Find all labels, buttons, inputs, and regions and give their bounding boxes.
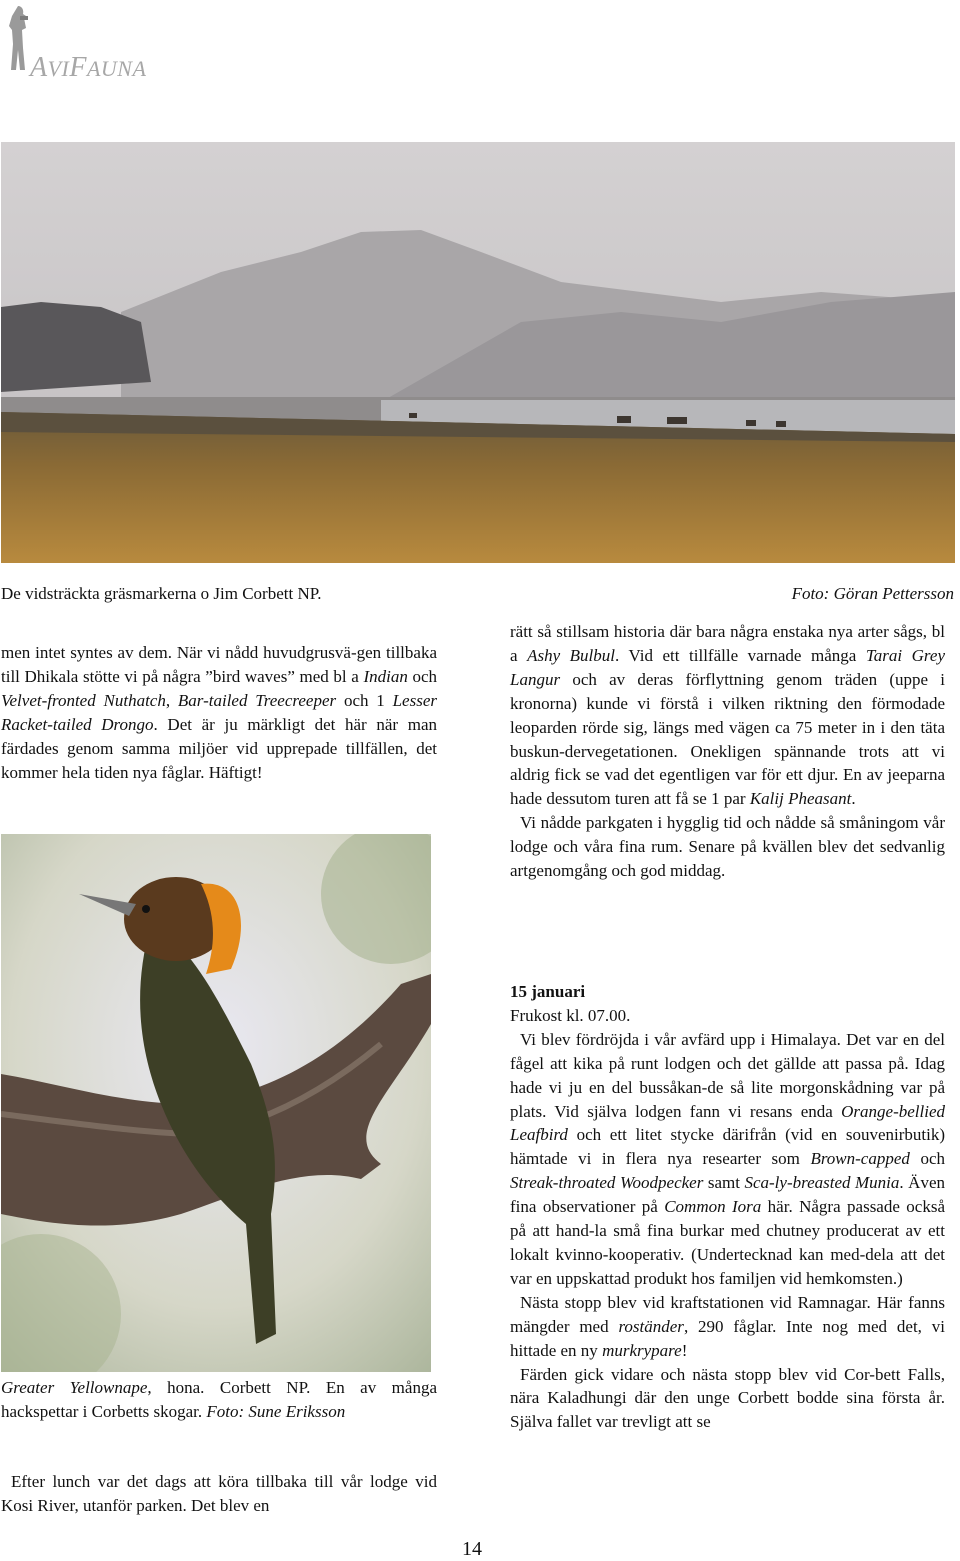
paragraph: Färden gick vidare och nästa stopp blev vid Cor-bett Falls, nära Kaladhungi där den unge Corbett bodde sina första år. Själva fallet var trevligt att se [510,1364,945,1432]
paragraph: Vi blev fördröjda i vår avfärd upp i Himalaya. Det var en del fågel att kika på runt lodgen och det gällde att passa på. Idag hade vi ju en del bussåkan-de så lite morgonskådning var på plats. Vid själva lodgen fann vi resans enda Orange-bellied Leafbird och ett litet stycke därifrån (vid en souvenirbutik) hämtade vi in flera nya researter som Brown-capped och Streak-throated Woodpecker samt Sca-ly-breasted Munia. Även fina observationer på Common Iora här. Några passade också på att hand-la små fina burkar med chutney producerat av ett lokalt kvinno-kooperativ. (Undertecknad kan med-dela att det var en uppskattad produkt hos familjen vid hemkomsten.) [510,1029,946,1288]
logo-wordmark: AVIFAUNA [30,52,147,83]
paragraph: Efter lunch var det dags att köra tillbaka till vår lodge vid Kosi River, utanför parken. Det blev en [1,1472,437,1515]
paragraph: Nästa stopp blev vid kraftstationen vid Ramnagar. Här fanns mängder med roständer, 290 fåglar. Inte nog med det, vi hittade en ny murkrypare! [510,1292,945,1360]
page-number: 14 [462,1538,482,1560]
landscape-caption: De vidsträckta gräsmarkerna o Jim Corbett NP. [1,584,322,603]
paragraph: rätt så stillsam historia där bara några enstaka nya arter sågs, bl a Ashy Bulbul. Vid ett tillfälle varnade många Tarai Grey Langur och av deras förflyttning genom träden (uppe i kronorna) kunde vi förstå i vilken riktning den förmodade leoparden rörde sig, längs med vägen ca 75 meter in i den täta buskun-dervegetationen. Onekligen spännande trots att vi aldrig fick se vad det egentligen var för ett djur. En av jeeparna hade dessutom turen att få se 1 par Kalij Pheasant. [510,622,945,809]
right-column-text-upper [510,620,945,883]
bird-photo-caption [1,1376,437,1423]
breakfast-line: Frukost kl. 07.00. [510,1005,631,1025]
paragraph: men intet syntes av dem. När vi nådd huvudgrusvä-gen tillbaka till Dhikala stötte vi på några ”bird waves” med bl a Indian och Velvet-fronted Nuthatch, Bar-tailed Treecreeper och 1 Lesser Racket-tailed Drongo. Det är ju märkligt det här när man färdades genom samma miljöer vid upprepade tillfällen, det kommer hela tiden nya fåglar. Häftigt! [1,643,437,782]
greater-yellownape-photo [1,834,431,1372]
right-column-text-lower [510,980,945,1434]
paragraph: Vi nådde parkgaten i hygglig tid och nådde så småningom vår lodge och våra fina rum. Senare på kvällen blev det sedvanlig artgenomgång och god middag. [510,813,945,881]
caption-paragraph: Greater Yellownape, hona. Corbett NP. En av många hackspettar i Corbetts skogar. Foto: Sune Eriksson [1,1378,437,1421]
left-column-text [1,641,437,784]
landscape-photo-credit: Foto: Göran Pettersson [791,584,954,603]
date-heading: 15 januari [510,982,586,1001]
grassland-landscape-photo [1,142,955,563]
after-caption-text [1,1470,437,1518]
avifauna-logo [4,4,204,83]
